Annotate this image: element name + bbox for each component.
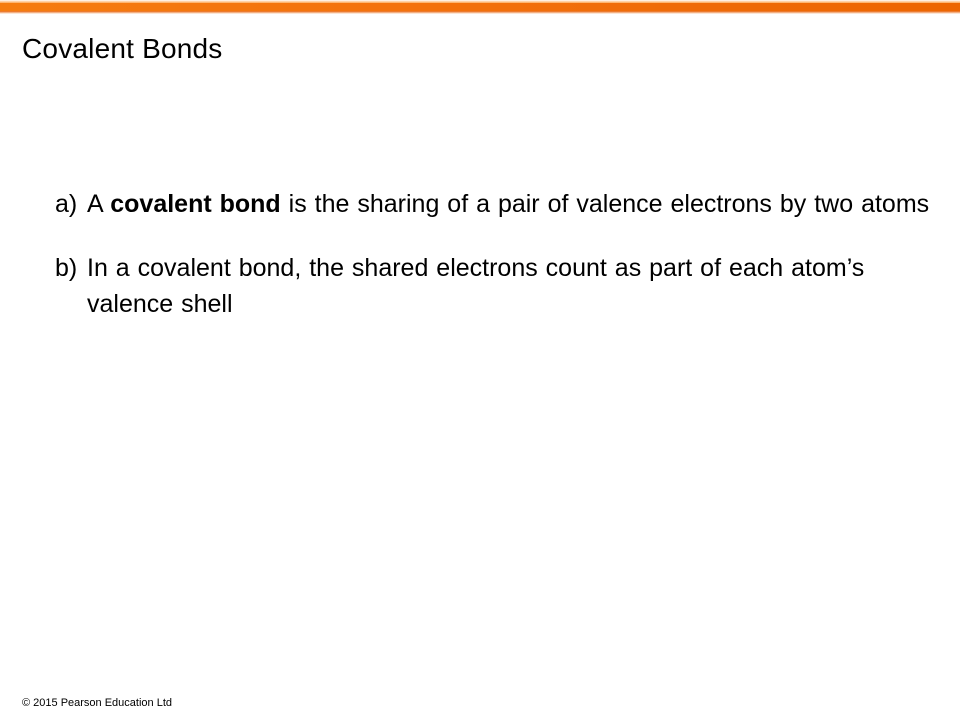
text-run: In a covalent bond, the shared electrons count as part of each atom’s valence shell	[87, 254, 865, 318]
copyright-footer: © 2015 Pearson Education Ltd	[22, 697, 172, 709]
list-item	[55, 186, 935, 222]
list-item-text	[87, 250, 935, 322]
list-item-text	[87, 186, 935, 222]
list-item	[55, 250, 935, 322]
top-accent-bar	[0, 0, 960, 14]
text-run-bold: covalent bond	[110, 190, 281, 218]
top-accent-bar-core	[0, 3, 960, 11]
bullet-list	[55, 186, 935, 350]
list-item-marker: a)	[55, 190, 78, 218]
text-run: A	[87, 190, 111, 218]
list-item-marker: b)	[55, 254, 78, 282]
text-run: is the sharing of a pair of valence electrons by two atoms	[280, 190, 930, 218]
page-title: Covalent Bonds	[22, 33, 223, 64]
